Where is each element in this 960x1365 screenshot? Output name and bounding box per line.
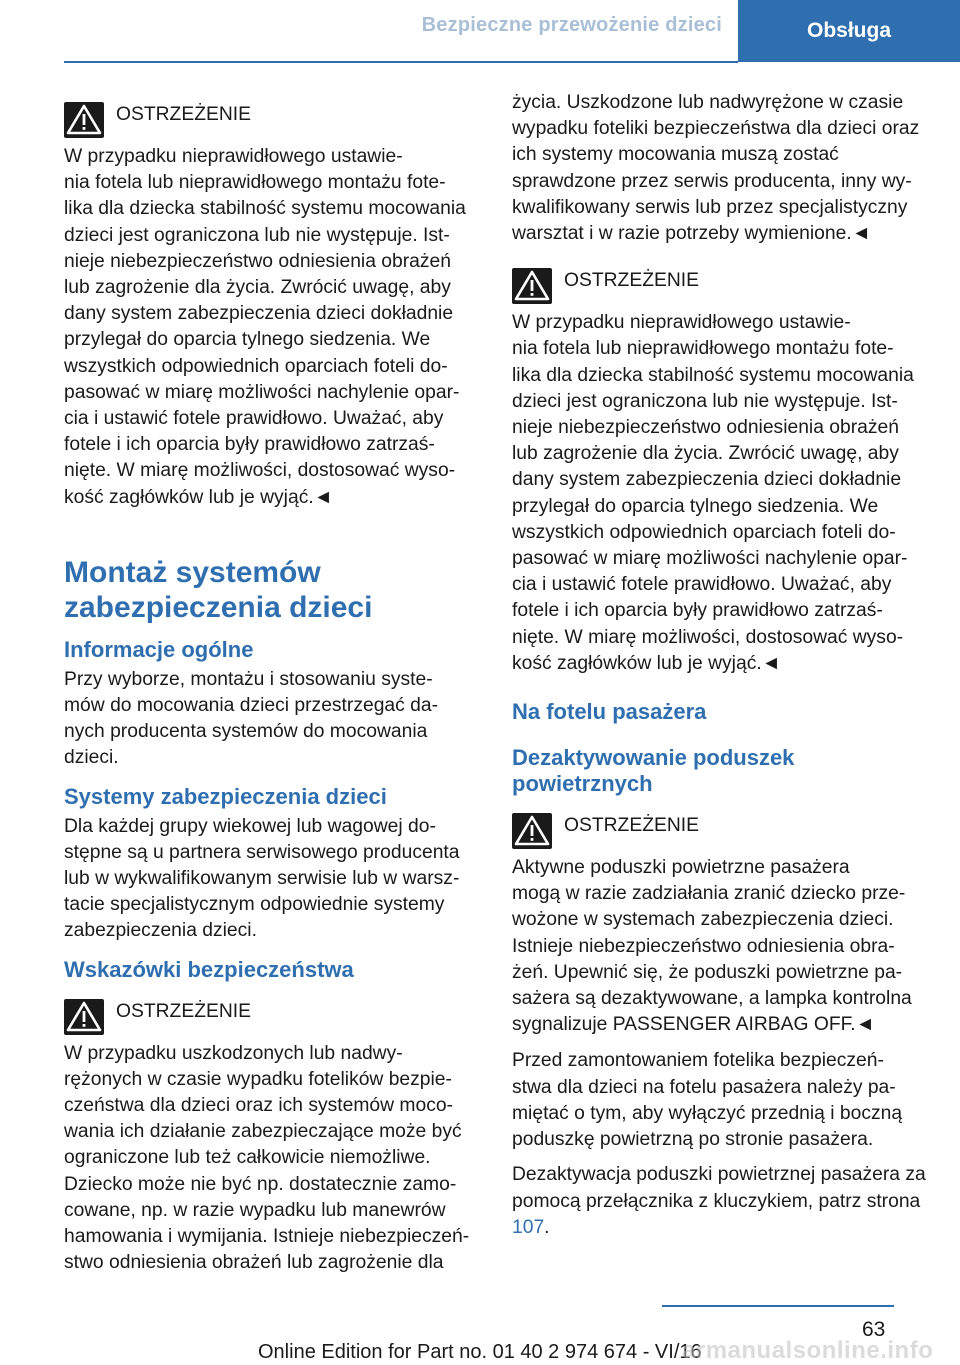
section-heading-systems: Systemy zabezpieczenia dzieci (64, 783, 387, 809)
warning-first-line: W przypadku uszkodzonych lub nadwy‐ (64, 1042, 403, 1064)
footer-rule (662, 1305, 894, 1307)
paragraph-deactivation (512, 1162, 926, 1241)
warning-first-line: W przypadku nieprawidłowego ustawie‐ (64, 146, 403, 167)
header-rule (64, 61, 738, 63)
warning-block (512, 256, 926, 677)
main-heading: Montaż systemów zabezpieczenia dzieci (64, 555, 373, 624)
watermark: armanualsonline.info (682, 1337, 934, 1364)
warning-text: nia fotela lub nieprawidłowego montażu fote‐ lika dla dziecka stabilność systemu mocowania dzieci jest ograniczona lub nie występuje. Ist‐ nieje niebezpieczeństwo odniesienia obrażeń lub zagrożenie dla życia. Zwrócić uwagę, aby dany system zabezpieczenia dzieci dokładnie przylegał do oparcia tylnego siedzenia. We wszystkich odpowiednich oparciach foteli do‐ pasować w miarę możliwości nachylenie opar‐ cia i ustawić fotele prawidłowo. Uważać, aby fotele i ich oparcia były prawidłowo zatrzaś‐ nięte. W miarę możliwości, dostosować wyso‐ kość zagłówków lub je wyjąć.◄ (512, 338, 914, 674)
continuation-text: życia. Uszkodzone lub nadwyrężone w czasie wypadku foteliki bezpieczeństwa dla dzieci oraz ich systemy mocowania muszą zostać sprawdzone przez serwis producenta, inny wy‐ kwalifikowany serwis lub przez specjalistyczny warsztat i w razie potrzeby wymienione.◄ (512, 92, 920, 245)
warning-title: OSTRZEŻENIE (564, 815, 699, 837)
deactivation-text: Dezaktywacja poduszki powietrznej pasażera za pomocą przełącznika z kluczykiem, patrz strona (512, 1164, 926, 1212)
section-heading-general: Informacje ogólne (64, 636, 254, 662)
paragraph-before-mounting: Przed zamontowaniem fotelika bezpieczeń‐ stwa dla dzieci na fotelu pasażera należy pa‐ miętać o tym, aby wyłączyć przednią i boczną poduszkę powietrzną po stronie pasażera. (512, 1050, 903, 1151)
warning-first-line: Aktywne poduszki powietrzne pasażera (512, 857, 850, 879)
warning-triangle-icon (512, 813, 552, 849)
section-heading-passenger: Na fotelu pasażera (512, 699, 707, 725)
warning-triangle-icon (64, 999, 104, 1035)
warning-block (512, 801, 926, 1038)
warning-title: OSTRZEŻENIE (116, 104, 251, 125)
warning-first-line: W przypadku nieprawidłowego ustawie‐ (512, 312, 851, 334)
warning-text: rężonych w czasie wypadku fotelików bezpie‐ czeństwa dla dzieci oraz ich systemów moco‐ wania ich działanie zabezpieczające może być ograniczone lub też całkowicie niemożliwe. Dziecko może nie być np. dostatecznie zamo‐ cowane, np. w razie wypadku lub manewrów hamowania i wymijania. Istnieje niebezpieczeń‐ stwo odniesienia obrażeń lub zagrożenie dla (64, 1068, 470, 1274)
section-heading-airbag: Dezaktywowanie poduszek powietrznych (512, 745, 795, 797)
right-column (512, 90, 926, 1250)
warning-text: nia fotela lub nieprawidłowego montażu fote‐ lika dla dziecka stabilność systemu mocowania dzieci jest ograniczona lub nie występuje. Ist‐ nieje niebezpieczeństwo odniesienia obrażeń lub zagrożenie dla życia. Zwrócić uwagę, aby dany system zabezpieczenia dzieci dokładnie przylegał do oparcia tylnego siedzenia. We wszystkich odpowiednich oparciach foteli do‐ pasować w miarę możliwości nachylenie opar‐ cia i ustawić fotele prawidłowo. Uważać, aby fotele i ich oparcia były prawidłowo zatrzaś‐ nięte. W miarę możliwości, dostosować wyso‐ kość zagłówków lub je wyjąć.◄ (64, 172, 466, 508)
warning-block (64, 90, 478, 511)
warning-title: OSTRZEŻENIE (564, 270, 699, 292)
section-heading-safety: Wskazówki bezpieczeństwa (64, 956, 354, 982)
warning-triangle-icon (512, 268, 552, 304)
page-header (0, 0, 960, 62)
page-reference-link[interactable]: 107 (512, 1216, 545, 1238)
footer-edition: Online Edition for Part no. 01 40 2 974 674 - VI/16 (258, 1341, 702, 1363)
section-text-systems: Dla każdej grupy wiekowej lub wagowej do‐ stępne są u partnera serwisowego producenta lub w wykwalifikowanym serwisie lub w warsz‐ tacie specjalistycznym odpowiednie systemy zabezpieczenia dzieci. (64, 815, 460, 942)
header-chapter-tab: Obsługa (738, 0, 960, 62)
warning-triangle-icon (64, 102, 104, 138)
header-section-title: Bezpieczne przewożenie dzieci (421, 14, 722, 36)
section-text-general: Przy wyborze, montażu i stosowaniu syste‐ mów do mocowania dzieci przestrzegać da‐ nych producenta systemów do mocowania dzieci. (64, 668, 439, 769)
page-number: 63 (862, 1318, 886, 1341)
warning-text: mogą w razie zadziałania zranić dziecko prze‐ wożone w systemach zabezpieczenia dzieci. Istnieje niebezpieczeństwo odniesienia obra‐ żeń. Upewnić się, że poduszki powietrzne pa‐ sażera są dezaktywowane, a lampka kontrolna sygnalizuje PASSENGER AIRBAG OFF.◄ (512, 883, 912, 1036)
left-column (64, 90, 478, 1287)
warning-title: OSTRZEŻENIE (116, 1000, 251, 1022)
warning-block (64, 987, 478, 1277)
deactivation-end: . (544, 1216, 550, 1238)
